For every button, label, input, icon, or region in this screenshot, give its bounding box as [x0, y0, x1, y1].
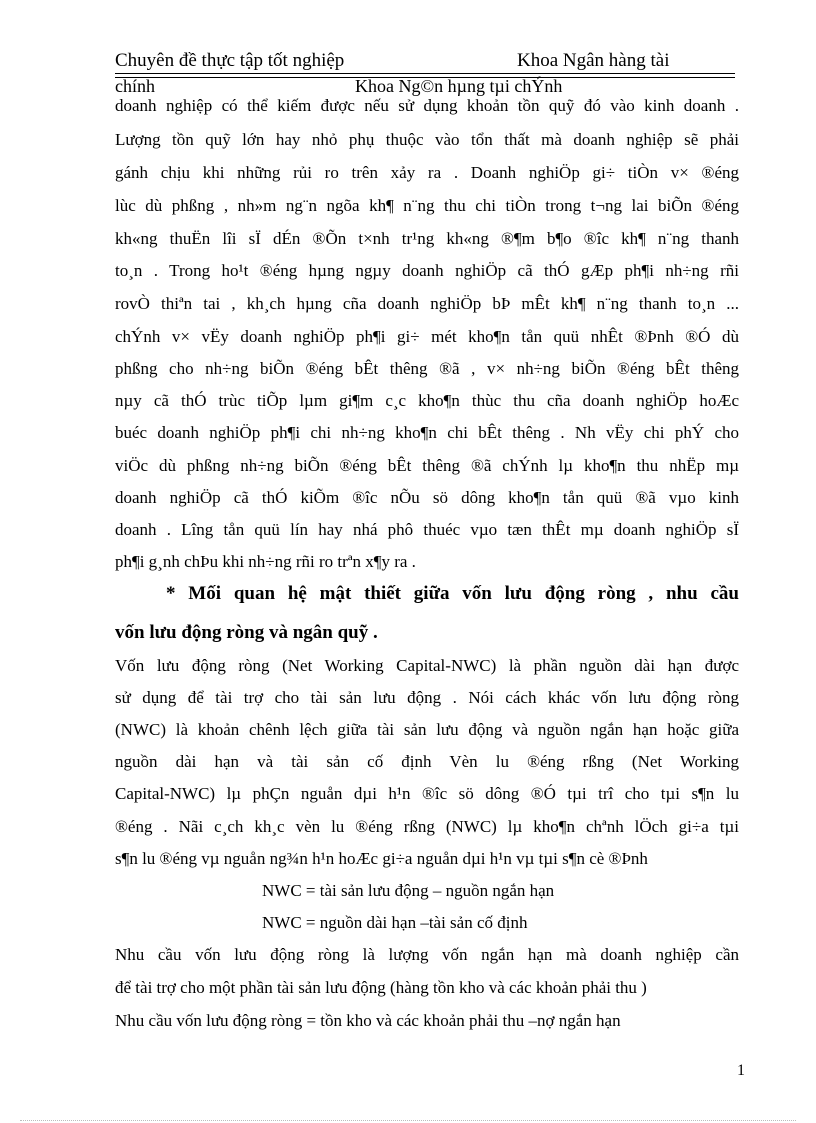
body-line: để tài trợ cho một phần tài sản lưu động (hàng tồn kho và các khoản phải thu ) — [115, 978, 647, 997]
body-line: s¶n lu ®éng vµ nguån ng¾n h¹n hoÆc gi÷a nguån dµi h¹n vµ tµi s¶n cè ®Þnh — [115, 849, 648, 868]
header-right: Khoa Ngân hàng tài — [517, 50, 670, 71]
page-number: 1 — [737, 1062, 745, 1079]
formula-nwc-2: NWC = nguồn dài hạn –tài sản cố định — [262, 913, 528, 932]
body-line: doanh . Lîng tån quü lín hay nhá phô thuéc vµo tæn thÊt mµ doanh nghiÖp sÏ — [115, 520, 739, 539]
body-line: to¸n . Trong ho¹t ®éng hµng ngµy doanh nghiÖp cã thÓ gÆp ph¶i nh÷ng rñi — [115, 261, 739, 280]
body-line: rovÒ thiªn tai , kh¸ch hµng cña doanh nghiÖp bÞ mÊt kh¶ n¨ng thanh to¸n ... — [115, 294, 739, 313]
body-line: Vốn lưu động ròng (Net Working Capital-NWC) là phần nguồn dài hạn được — [115, 656, 739, 675]
body-line: viÖc dù phßng nh÷ng biÕn ®éng bÊt thêng ®ã chÝnh lµ kho¶n thu nhËp mµ — [115, 456, 739, 475]
body-line: Lượng tồn quỹ lớn hay nhỏ phụ thuộc vào tổn thất mà doanh nghiệp sẽ phải — [115, 130, 739, 149]
header-garbled: Khoa Ng©n hµng tµi chÝnh — [355, 76, 563, 96]
body-line: chÝnh v× vËy doanh nghiÖp ph¶i gi÷ mét kho¶n tån quü nhÊt ®Þnh ®Ó dù — [115, 327, 739, 346]
formula-nwc-1: NWC = tài sản lưu động – nguồn ngắn hạn — [262, 881, 555, 900]
body-line: gánh chịu khi những rủi ro trên xảy ra . Doanh nghiÖp gi÷ tiÒn v× ®éng — [115, 163, 739, 182]
body-line: ph¶i g¸nh chÞu khi nh÷ng rñi ro trªn x¶y ra . — [115, 552, 416, 571]
body-line: doanh nghiÖp cã thÓ kiÕm ®îc nÕu sö dông kho¶n tån quü ®ã vµo kinh — [115, 488, 739, 507]
header-continuation: chính — [115, 76, 155, 96]
header-rule-top — [115, 73, 735, 74]
page-bottom-divider — [20, 1120, 796, 1121]
body-line: doanh nghiệp có thể kiếm được nếu sử dụng khoản tồn quỹ đó vào kinh doanh . — [115, 96, 739, 115]
body-line: ®éng . Nãi c¸ch kh¸c vèn lu ®éng rßng (NWC) lµ kho¶n chªnh lÖch gi÷a tµi — [115, 817, 739, 836]
body-line: (NWC) là khoản chênh lệch giữa tài sản lưu động và nguồn ngắn hạn hoặc giữa — [115, 720, 739, 739]
body-line: Capital-NWC) lµ phÇn nguån dµi h¹n ®îc sö dông ®Ó tµi trî cho tµi s¶n lu — [115, 784, 739, 803]
body-line: nµy cã thÓ trùc tiÕp lµm gi¶m c¸c kho¶n thùc thu cña doanh nghiÖp hoÆc — [115, 391, 739, 410]
header-left: Chuyên đề thực tập tốt nghiệp — [115, 50, 345, 71]
body-line: lùc dù phßng , nh»m ng¨n ngõa kh¶ n¨ng thu chi tiÒn trong t¬ng lai biÕn ®éng — [115, 196, 739, 215]
body-line: sử dụng để tài trợ cho tài sản lưu động . Nói cách khác vốn lưu động ròng — [115, 688, 739, 707]
body-line: Nhu cầu vốn lưu động ròng là lượng vốn ngắn hạn mà doanh nghiệp cần — [115, 945, 739, 964]
section-heading-line-1: * Mối quan hệ mật thiết giữa vốn lưu động ròng , nhu cầu — [166, 583, 739, 604]
body-line: Nhu cầu vốn lưu động ròng = tồn kho và các khoản phải thu –nợ ngắn hạn — [115, 1011, 621, 1030]
section-heading-line-2: vốn lưu động ròng và ngân quỹ . — [115, 622, 378, 643]
body-line: phßng cho nh÷ng biÕn ®éng bÊt thêng ®ã , v× nh÷ng biÕn ®éng bÊt thêng — [115, 359, 739, 378]
body-line: nguồn dài hạn và tài sản cố định Vèn lu ®éng rßng (Net Working — [115, 752, 739, 771]
body-line: kh«ng thuËn lîi sÏ dÉn ®Õn t×nh tr¹ng kh«ng ®¶m b¶o ®îc kh¶ n¨ng thanh — [115, 229, 739, 248]
body-line: buéc doanh nghiÖp ph¶i chi nh÷ng kho¶n chi bÊt thêng . Nh vËy chi phÝ cho — [115, 423, 739, 442]
